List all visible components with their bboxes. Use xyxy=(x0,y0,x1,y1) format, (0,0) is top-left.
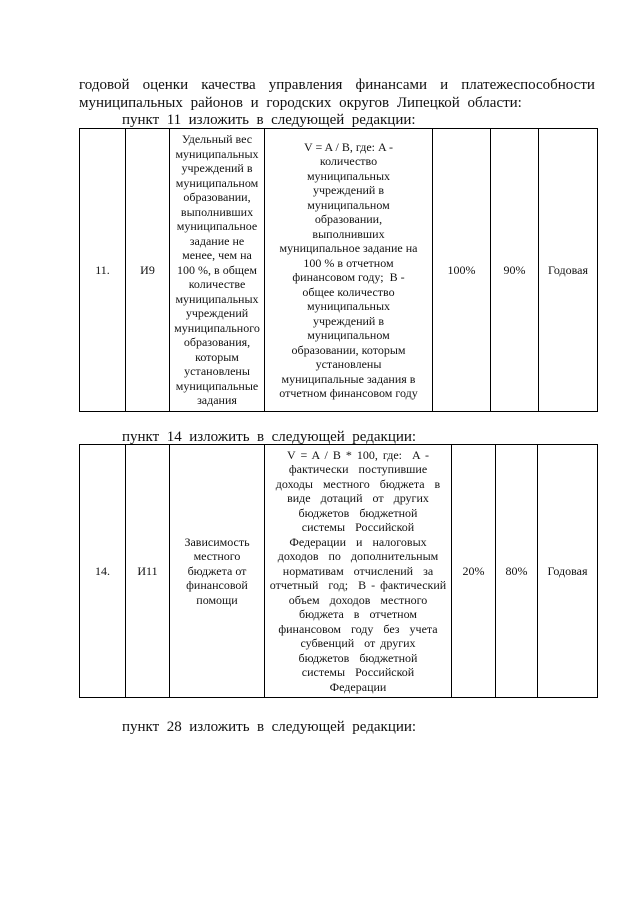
cell-text-line: задания xyxy=(197,393,237,408)
cell-text-line: доходы местного бюджета в xyxy=(275,476,441,491)
value-1: 100% xyxy=(433,129,491,412)
cell-text-line: бюджета в отчетном xyxy=(299,607,417,622)
cell-text-line: V = A / B * 100, где: A - xyxy=(287,447,429,462)
table-item-14 xyxy=(79,444,598,698)
cell-text-line: количество xyxy=(319,154,378,168)
cell-text-line: которым xyxy=(195,349,239,364)
intro-word: оценки xyxy=(142,77,189,93)
cell-text-line: Федерации и налоговых xyxy=(289,534,427,549)
cell-text-line: учреждений в xyxy=(181,161,253,176)
intro-word: финансами xyxy=(355,77,428,93)
cell-text-line: Удельный вес xyxy=(181,132,253,147)
cell-text-line: учреждений в xyxy=(312,183,384,197)
value-1: 20% xyxy=(452,445,496,698)
cell-text-line: учреждений в xyxy=(312,313,384,328)
cell-text-line: задание не xyxy=(189,233,245,248)
cell-text-line: образовании, xyxy=(314,212,383,226)
intro-word: и xyxy=(440,77,449,93)
cell-text-line: 100 %, в общем xyxy=(177,262,257,277)
calculation-formula xyxy=(265,129,433,412)
cell-text-line: муниципальные xyxy=(175,378,259,393)
cell-text-line: нормативам отчислений за xyxy=(282,563,434,578)
cell-text-line: V = A / B, где: A - xyxy=(304,139,393,154)
cell-text-line: выполнивших xyxy=(312,226,385,241)
indicator-name xyxy=(170,129,265,412)
periodicity: Годовая xyxy=(539,129,598,412)
cell-text-line: образовании, xyxy=(183,190,251,205)
indicator-code: И9 xyxy=(126,129,170,412)
cell-text-line: Федерации xyxy=(329,679,387,694)
cell-text-line: муниципальном xyxy=(307,197,390,212)
cell-text-line: фактически поступившие xyxy=(288,462,428,477)
cell-text-line: бюджетов бюджетной xyxy=(298,505,418,520)
cell-text-line: муниципального xyxy=(174,320,260,335)
section-28-heading: пункт 28 изложить в следующей редакции: xyxy=(122,719,417,735)
cell-text-line: отчетном финансовом году xyxy=(279,386,418,400)
value-2: 80% xyxy=(496,445,538,698)
row-number: 14. xyxy=(80,445,126,698)
indicator-name xyxy=(170,445,265,698)
calculation-formula xyxy=(265,445,452,698)
cell-text-line: муниципальном xyxy=(175,175,259,190)
cell-text-line: установлены xyxy=(315,357,382,371)
cell-text-line: муниципальных xyxy=(306,299,391,313)
cell-text-line: бюджета от xyxy=(187,563,247,578)
periodicity: Годовая xyxy=(538,445,598,698)
cell-text-line: образования, xyxy=(183,335,251,350)
cell-text-line: учреждений xyxy=(185,306,249,321)
cell-text-line: финансовом году; B - xyxy=(292,270,405,284)
intro-word: годовой xyxy=(79,77,130,93)
cell-text-line: системы Российской xyxy=(301,665,415,680)
cell-text-line: муниципальное задание на xyxy=(279,241,418,255)
table-row xyxy=(80,129,598,412)
cell-text-line: финансовой xyxy=(186,578,248,593)
table-row xyxy=(80,445,598,698)
cell-text-line: системы Российской xyxy=(301,520,415,535)
section-11-heading: пункт 11 изложить в следующей редакции: xyxy=(122,112,416,128)
intro-word: качества xyxy=(201,77,256,93)
cell-text-line: помощи xyxy=(196,592,238,607)
intro-word: управления xyxy=(268,77,343,93)
cell-text-line: муниципальных xyxy=(306,168,391,183)
cell-text-line: муниципальном xyxy=(307,328,390,342)
indicator-code: И11 xyxy=(126,445,170,698)
table-item-11 xyxy=(79,128,598,412)
cell-text-line: муниципальных xyxy=(175,146,259,161)
cell-text-line: доходов по дополнительным xyxy=(277,549,439,564)
intro-line-1 xyxy=(79,76,595,94)
cell-text-line: муниципальные задания в xyxy=(281,371,416,386)
cell-text-line: муниципальных xyxy=(175,291,259,306)
cell-text-line: объем доходов местного xyxy=(288,592,428,607)
cell-text-line: общее количество xyxy=(302,284,395,299)
cell-text-line: виде дотаций от других xyxy=(287,491,429,506)
cell-text-line: количестве xyxy=(188,277,246,292)
cell-text-line: местного xyxy=(193,549,241,564)
intro-word: платежеспособности xyxy=(461,77,595,93)
cell-text-line: менее, чем на xyxy=(182,248,252,263)
cell-text-line: финансовом году без учета xyxy=(278,621,438,636)
cell-text-line: бюджетов бюджетной xyxy=(298,650,418,665)
section-14-heading: пункт 14 изложить в следующей редакции: xyxy=(122,429,417,445)
cell-text-line: 100 % в отчетном xyxy=(303,255,394,270)
cell-text-line: выполнивших xyxy=(180,204,254,219)
intro-line-2: муниципальных районов и городских округов Липецкой области: xyxy=(79,95,522,111)
cell-text-line: субвенций от других xyxy=(300,636,416,651)
cell-text-line: Зависимость xyxy=(184,534,250,549)
intro-paragraph xyxy=(79,76,595,112)
cell-text-line: муниципальное xyxy=(176,219,258,234)
cell-text-line: отчетный год; B - фактический xyxy=(269,578,447,593)
value-2: 90% xyxy=(491,129,539,412)
cell-text-line: установлены xyxy=(184,364,250,379)
cell-text-line: образовании, которым xyxy=(291,342,406,357)
row-number: 11. xyxy=(80,129,126,412)
